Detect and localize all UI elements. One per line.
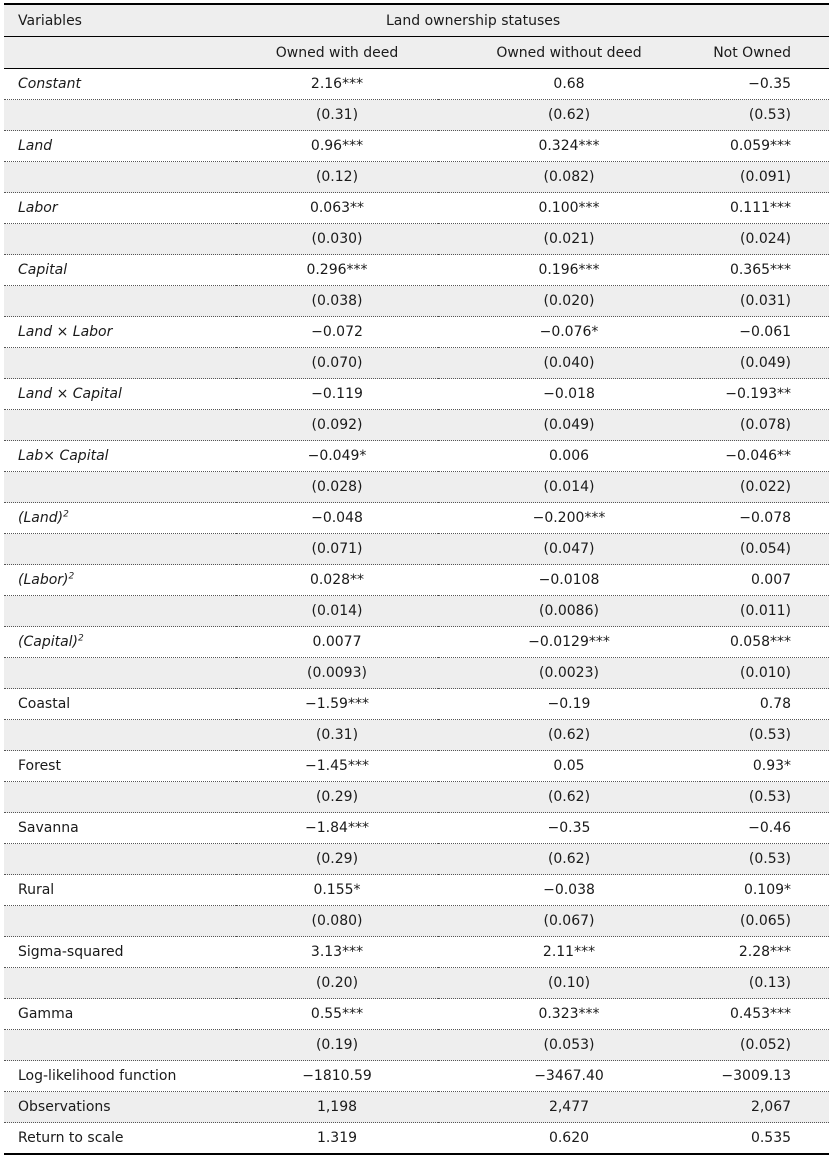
row-label	[4, 503, 236, 534]
not-owned-cell: (0.024)	[700, 224, 829, 255]
row-label	[4, 937, 236, 968]
owned-without-deed-cell: (0.053)	[438, 1030, 700, 1061]
row-label	[4, 472, 236, 503]
owned-without-deed-cell: −0.076*	[438, 317, 700, 348]
owned-with-deed-cell: −1810.59	[236, 1061, 438, 1092]
table-row	[4, 317, 829, 348]
owned-with-deed-cell: 0.028**	[236, 565, 438, 596]
row-label	[4, 348, 236, 379]
owned-without-deed-cell: 0.324***	[438, 131, 700, 162]
row-label-text: Log-likelihood function	[18, 1068, 177, 1084]
row-label-text: Return to scale	[18, 1130, 124, 1146]
column-header-owned-with-deed: Owned with deed	[236, 37, 438, 69]
table-row	[4, 69, 829, 100]
owned-with-deed-cell: (0.29)	[236, 782, 438, 813]
owned-with-deed-cell: (0.20)	[236, 968, 438, 999]
row-label	[4, 69, 236, 100]
owned-with-deed-cell: −1.45***	[236, 751, 438, 782]
regression-table	[4, 3, 829, 1155]
owned-without-deed-cell: −0.0129***	[438, 627, 700, 658]
row-label-text: (Land)	[18, 510, 64, 526]
owned-without-deed-cell: (0.10)	[438, 968, 700, 999]
owned-without-deed-cell: 0.620	[438, 1123, 700, 1155]
owned-without-deed-cell: 0.05	[438, 751, 700, 782]
table-row	[4, 813, 829, 844]
owned-without-deed-cell: 0.196***	[438, 255, 700, 286]
table-row	[4, 999, 829, 1030]
owned-with-deed-cell: (0.31)	[236, 720, 438, 751]
owned-without-deed-cell: −0.200***	[438, 503, 700, 534]
owned-with-deed-cell: (0.19)	[236, 1030, 438, 1061]
not-owned-cell: −0.078	[700, 503, 829, 534]
owned-with-deed-cell: (0.29)	[236, 844, 438, 875]
owned-with-deed-cell: 2.16***	[236, 69, 438, 100]
table-row	[4, 751, 829, 782]
row-label	[4, 658, 236, 689]
row-label	[4, 875, 236, 906]
column-header-not-owned: Not Owned	[700, 37, 829, 69]
table-row	[4, 1061, 829, 1092]
owned-without-deed-cell: (0.067)	[438, 906, 700, 937]
row-label-text: (Labor)	[18, 572, 69, 588]
row-label	[4, 1123, 236, 1155]
table-row	[4, 193, 829, 224]
header-row-2	[4, 37, 829, 69]
table-row	[4, 875, 829, 906]
owned-without-deed-cell: (0.0023)	[438, 658, 700, 689]
owned-with-deed-cell: (0.0093)	[236, 658, 438, 689]
row-label-text: Observations	[18, 1099, 111, 1115]
owned-with-deed-cell: 0.55***	[236, 999, 438, 1030]
not-owned-cell: 0.365***	[700, 255, 829, 286]
not-owned-cell: (0.010)	[700, 658, 829, 689]
table-row	[4, 255, 829, 286]
row-label	[4, 224, 236, 255]
owned-without-deed-cell: (0.082)	[438, 162, 700, 193]
row-label-text: Land × Capital	[18, 386, 122, 402]
row-label	[4, 596, 236, 627]
not-owned-cell: (0.065)	[700, 906, 829, 937]
table-row	[4, 348, 829, 379]
table-row	[4, 534, 829, 565]
owned-without-deed-cell: −0.0108	[438, 565, 700, 596]
owned-without-deed-cell: 0.100***	[438, 193, 700, 224]
column-header-owned-without-deed: Owned without deed	[438, 37, 700, 69]
row-label-text: Gamma	[18, 1006, 74, 1022]
not-owned-cell: (0.53)	[700, 844, 829, 875]
not-owned-cell: 0.007	[700, 565, 829, 596]
not-owned-cell: −0.061	[700, 317, 829, 348]
table-row	[4, 658, 829, 689]
row-label	[4, 968, 236, 999]
not-owned-cell: (0.53)	[700, 720, 829, 751]
row-label	[4, 844, 236, 875]
not-owned-cell: (0.53)	[700, 100, 829, 131]
owned-without-deed-cell: −0.018	[438, 379, 700, 410]
owned-without-deed-cell: 0.323***	[438, 999, 700, 1030]
row-label	[4, 131, 236, 162]
owned-with-deed-cell: −0.049*	[236, 441, 438, 472]
owned-with-deed-cell: (0.070)	[236, 348, 438, 379]
not-owned-cell: 0.453***	[700, 999, 829, 1030]
owned-without-deed-cell: 2,477	[438, 1092, 700, 1123]
not-owned-cell: −0.193**	[700, 379, 829, 410]
exponent: 2	[78, 633, 84, 644]
row-label	[4, 100, 236, 131]
row-label	[4, 999, 236, 1030]
table-row	[4, 1030, 829, 1061]
row-label	[4, 286, 236, 317]
not-owned-cell: (0.13)	[700, 968, 829, 999]
table-row	[4, 782, 829, 813]
row-label	[4, 441, 236, 472]
not-owned-cell: −0.046**	[700, 441, 829, 472]
not-owned-cell: 0.535	[700, 1123, 829, 1155]
owned-without-deed-cell: (0.62)	[438, 720, 700, 751]
table-row	[4, 937, 829, 968]
owned-with-deed-cell: (0.038)	[236, 286, 438, 317]
owned-without-deed-cell: −0.35	[438, 813, 700, 844]
row-label-text: Land × Labor	[18, 324, 113, 340]
table-row	[4, 286, 829, 317]
row-label	[4, 906, 236, 937]
row-label-text: Coastal	[18, 696, 71, 712]
row-label-text: Labor	[18, 200, 58, 216]
row-label-text: (Capital)	[18, 634, 79, 650]
row-label	[4, 751, 236, 782]
owned-with-deed-cell: 1.319	[236, 1123, 438, 1155]
not-owned-cell: (0.53)	[700, 782, 829, 813]
owned-with-deed-cell: (0.12)	[236, 162, 438, 193]
owned-without-deed-cell: (0.040)	[438, 348, 700, 379]
owned-without-deed-cell: −0.038	[438, 875, 700, 906]
row-label-text: Rural	[18, 882, 55, 898]
not-owned-cell: −0.46	[700, 813, 829, 844]
table-row	[4, 441, 829, 472]
table-row	[4, 906, 829, 937]
not-owned-cell: (0.011)	[700, 596, 829, 627]
owned-with-deed-cell: 0.155*	[236, 875, 438, 906]
table-body	[4, 69, 829, 1155]
row-label	[4, 410, 236, 441]
owned-without-deed-cell: −0.19	[438, 689, 700, 720]
not-owned-cell: (0.022)	[700, 472, 829, 503]
row-label-text: Sigma-squared	[18, 944, 124, 960]
owned-with-deed-cell: (0.092)	[236, 410, 438, 441]
table-row	[4, 224, 829, 255]
owned-with-deed-cell: −1.59***	[236, 689, 438, 720]
table-row	[4, 131, 829, 162]
table-row	[4, 410, 829, 441]
row-label	[4, 193, 236, 224]
row-label	[4, 255, 236, 286]
owned-without-deed-cell: (0.0086)	[438, 596, 700, 627]
row-label-text: Constant	[18, 76, 81, 92]
not-owned-cell: −0.35	[700, 69, 829, 100]
owned-with-deed-cell: 3.13***	[236, 937, 438, 968]
owned-without-deed-cell: 0.006	[438, 441, 700, 472]
owned-without-deed-cell: (0.020)	[438, 286, 700, 317]
not-owned-cell: 0.78	[700, 689, 829, 720]
table-row	[4, 100, 829, 131]
owned-with-deed-cell: (0.028)	[236, 472, 438, 503]
row-label	[4, 162, 236, 193]
owned-with-deed-cell: 1,198	[236, 1092, 438, 1123]
not-owned-cell: −3009.13	[700, 1061, 829, 1092]
owned-without-deed-cell: (0.62)	[438, 844, 700, 875]
owned-with-deed-cell: 0.063**	[236, 193, 438, 224]
owned-without-deed-cell: (0.047)	[438, 534, 700, 565]
owned-without-deed-cell: (0.62)	[438, 100, 700, 131]
owned-without-deed-cell: 0.68	[438, 69, 700, 100]
owned-without-deed-cell: −3467.40	[438, 1061, 700, 1092]
group-header: Land ownership statuses	[236, 4, 829, 37]
not-owned-cell: 0.111***	[700, 193, 829, 224]
exponent: 2	[68, 571, 75, 582]
owned-with-deed-cell: −0.119	[236, 379, 438, 410]
owned-with-deed-cell: 0.296***	[236, 255, 438, 286]
table-row	[4, 968, 829, 999]
owned-with-deed-cell: (0.014)	[236, 596, 438, 627]
table-row	[4, 379, 829, 410]
not-owned-cell: 0.059***	[700, 131, 829, 162]
row-label	[4, 379, 236, 410]
table-row	[4, 472, 829, 503]
table-row	[4, 720, 829, 751]
table-row	[4, 1092, 829, 1123]
row-label	[4, 1061, 236, 1092]
table-row	[4, 565, 829, 596]
exponent: 2	[63, 509, 69, 520]
owned-with-deed-cell: (0.071)	[236, 534, 438, 565]
owned-with-deed-cell: −1.84***	[236, 813, 438, 844]
owned-without-deed-cell: (0.021)	[438, 224, 700, 255]
row-label	[4, 627, 236, 658]
owned-with-deed-cell: 0.96***	[236, 131, 438, 162]
row-label	[4, 689, 236, 720]
row-label	[4, 1092, 236, 1123]
not-owned-cell: 2,067	[700, 1092, 829, 1123]
row-label	[4, 534, 236, 565]
owned-without-deed-cell: (0.049)	[438, 410, 700, 441]
not-owned-cell: (0.054)	[700, 534, 829, 565]
not-owned-cell: 2.28***	[700, 937, 829, 968]
row-label	[4, 720, 236, 751]
owned-with-deed-cell: (0.030)	[236, 224, 438, 255]
row-label-text: Land	[18, 138, 53, 154]
not-owned-cell: (0.091)	[700, 162, 829, 193]
table-row	[4, 689, 829, 720]
not-owned-cell: (0.078)	[700, 410, 829, 441]
table-row	[4, 162, 829, 193]
row-label	[4, 782, 236, 813]
owned-with-deed-cell: −0.048	[236, 503, 438, 534]
row-label-text: Savanna	[18, 820, 79, 836]
owned-with-deed-cell: (0.31)	[236, 100, 438, 131]
row-label	[4, 565, 236, 596]
row-label-text: Forest	[18, 758, 61, 774]
table-row	[4, 627, 829, 658]
variables-header: Variables	[4, 4, 236, 37]
not-owned-cell: 0.109*	[700, 875, 829, 906]
owned-without-deed-cell: (0.014)	[438, 472, 700, 503]
not-owned-cell: (0.052)	[700, 1030, 829, 1061]
owned-with-deed-cell: (0.080)	[236, 906, 438, 937]
owned-without-deed-cell: (0.62)	[438, 782, 700, 813]
not-owned-cell: (0.031)	[700, 286, 829, 317]
row-label-text: Lab× Capital	[18, 448, 109, 464]
not-owned-cell: (0.049)	[700, 348, 829, 379]
table-row	[4, 844, 829, 875]
row-label	[4, 1030, 236, 1061]
owned-with-deed-cell: 0.0077	[236, 627, 438, 658]
row-label	[4, 813, 236, 844]
header-empty-cell	[4, 37, 236, 69]
not-owned-cell: 0.058***	[700, 627, 829, 658]
table-row	[4, 596, 829, 627]
owned-with-deed-cell: −0.072	[236, 317, 438, 348]
row-label	[4, 317, 236, 348]
table-row	[4, 1123, 829, 1155]
table-row	[4, 503, 829, 534]
header-row-1	[4, 4, 829, 37]
not-owned-cell: 0.93*	[700, 751, 829, 782]
owned-without-deed-cell: 2.11***	[438, 937, 700, 968]
row-label-text: Capital	[18, 262, 68, 278]
